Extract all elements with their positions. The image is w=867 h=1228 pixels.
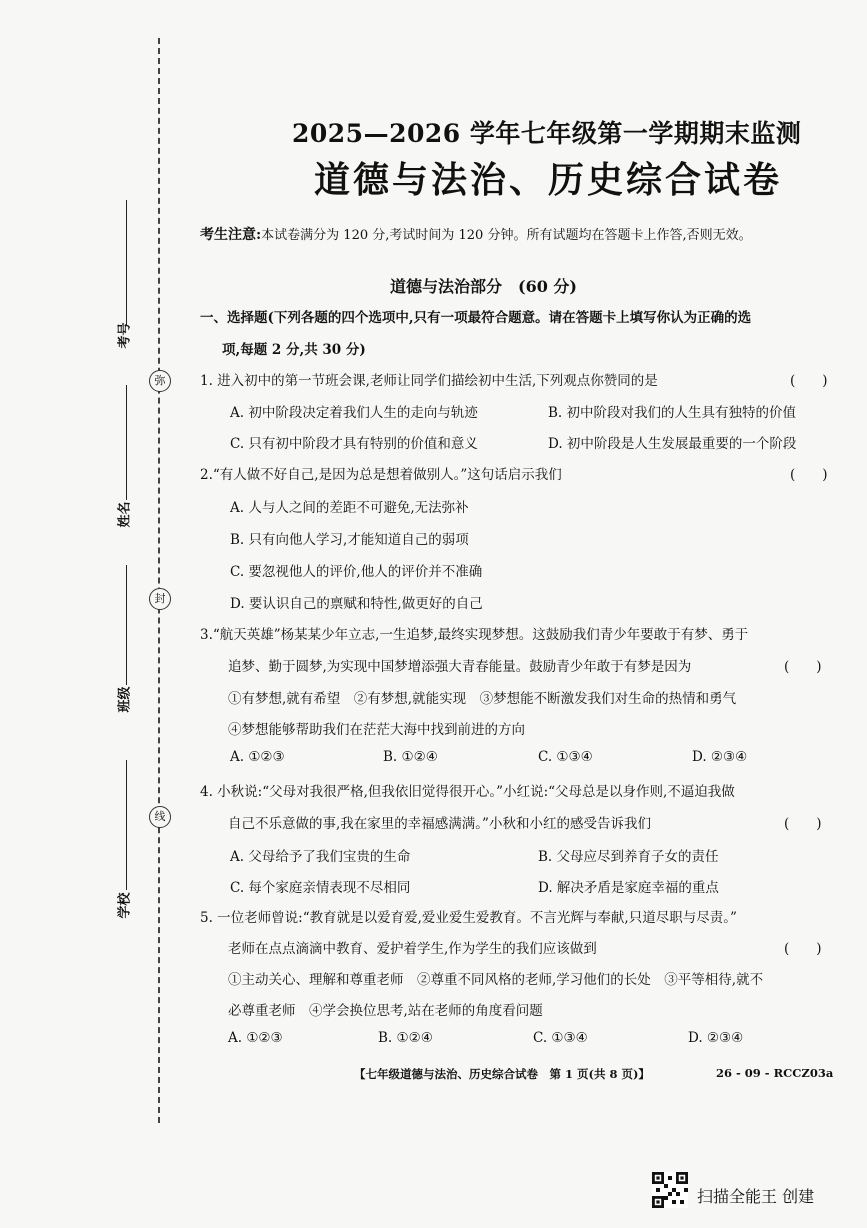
question-2-option-c: C. 要忽视他人的评价,他人的评价并不准确 xyxy=(230,564,483,580)
question-4-option-d: D. 解决矛盾是家庭幸福的重点 xyxy=(538,880,719,896)
question-5-option-c: C. ①③④ xyxy=(533,1030,588,1046)
question-4-option-c: C. 每个家庭亲情表现不尽相同 xyxy=(230,880,411,896)
part1-instruction-line2: 项,每题 2 分,共 30 分) xyxy=(222,342,366,358)
binding-dashed-line xyxy=(158,38,160,1123)
question-5-stem-line2: 老师在点点滴滴中教育、爱护着学生,作为学生的我们应该做到 xyxy=(228,941,597,957)
question-3-item-line2: ④梦想能够帮助我们在茫茫大海中找到前进的方向 xyxy=(228,722,525,738)
name-label: 姓名 xyxy=(117,501,133,528)
answer-paren: ( ) xyxy=(784,941,822,957)
question-1-option-d: D. 初中阶段是人生发展最重要的一个阶段 xyxy=(548,436,797,452)
question-1-stem: 1. 进入初中的第一节班会课,老师让同学们描绘初中生活,下列观点你赞同的是 xyxy=(200,373,658,389)
question-2-option-d: D. 要认识自己的禀赋和特性,做更好的自己 xyxy=(230,596,483,612)
question-3-option-b: B. ①②④ xyxy=(383,749,438,765)
seal-char-mi: 弥 xyxy=(149,370,171,392)
class-label: 班级 xyxy=(117,686,133,713)
question-4-option-a: A. 父母给予了我们宝贵的生命 xyxy=(230,849,411,865)
answer-paren: ( ) xyxy=(784,816,822,832)
answer-paren: ( ) xyxy=(784,659,822,675)
question-5-item-line2: 必尊重老师 ④学会换位思考,站在老师的角度看问题 xyxy=(228,1003,543,1019)
school-line xyxy=(126,760,127,890)
question-5-option-d: D. ②③④ xyxy=(688,1030,744,1046)
question-4-stem-line1: 4. 小秋说:“父母对我很严格,但我依旧觉得很开心。”小红说:“父母总是以身作则,不逼迫我做 xyxy=(200,784,735,800)
question-3-stem-line2: 追梦、勤于圆梦,为实现中国梦增添强大青春能量。鼓励青少年敢于有梦是因为 xyxy=(228,659,692,675)
question-2-stem: 2.“有人做不好自己,是因为总是想着做别人。”这句话启示我们 xyxy=(200,467,562,483)
question-3-item-line1: ①有梦想,就有希望 ②有梦想,就能实现 ③梦想能不断激发我们对生命的热情和勇气 xyxy=(228,691,737,707)
qr-code-icon xyxy=(652,1172,688,1208)
question-1-option-b: B. 初中阶段对我们的人生具有独特的价值 xyxy=(548,405,797,421)
question-3-option-c: C. ①③④ xyxy=(538,749,593,765)
question-4-stem-line2: 自己不乐意做的事,我在家里的幸福感满满。”小秋和小红的感受告诉我们 xyxy=(228,816,651,832)
class-line xyxy=(126,565,127,685)
question-1-option-a: A. 初中阶段决定着我们人生的走向与轨迹 xyxy=(230,405,478,421)
exam-title-line2: 道德与法治、历史综合试卷 xyxy=(314,159,783,201)
notice-text: 本试卷满分为 120 分,考试时间为 120 分钟。所有试题均在答题卡上作答,否则无效。 xyxy=(261,228,752,243)
question-5-item-line1: ①主动关心、理解和尊重老师 ②尊重不同风格的老师,学习他们的长处 ③平等相待,就不 xyxy=(228,972,764,988)
question-5-stem-line1: 5. 一位老师曾说:“教育就是以爱育爱,爱业爱生爱教育。不言光辉与奉献,只道尽职与尽责。” xyxy=(200,910,737,926)
seal-char-feng: 封 xyxy=(149,588,171,610)
exam-title-line1: 2025—2026 学年七年级第一学期期末监测 xyxy=(292,119,802,148)
answer-paren: ( ) xyxy=(790,467,828,483)
answer-paren: ( ) xyxy=(790,373,828,389)
scanner-watermark: 扫描全能王 创建 xyxy=(697,1187,815,1206)
seal-char-xian: 线 xyxy=(149,806,171,828)
question-2-option-b: B. 只有向他人学习,才能知道自己的弱项 xyxy=(230,532,469,548)
question-3-option-a: A. ①②③ xyxy=(230,749,285,765)
question-2-option-a: A. 人与人之间的差距不可避免,无法弥补 xyxy=(230,500,469,516)
question-5-option-b: B. ①②④ xyxy=(378,1030,433,1046)
name-line xyxy=(126,385,127,500)
exam-code: 26 - 09 - RCCZ03a xyxy=(716,1066,834,1080)
question-3-stem-line1: 3.“航天英雄”杨某某少年立志,一生追梦,最终实现梦想。这鼓励我们青少年要敢于有梦、勇于 xyxy=(200,627,749,643)
part1-instruction-line1: 一、选择题(下列各题的四个选项中,只有一项最符合题意。请在答题卡上填写你认为正确的选 xyxy=(200,310,752,326)
question-3-option-d: D. ②③④ xyxy=(692,749,748,765)
question-4-option-b: B. 父母应尽到养育子女的责任 xyxy=(538,849,719,865)
exam-number-line xyxy=(126,200,127,325)
notice-label: 考生注意: xyxy=(200,227,262,243)
candidate-notice xyxy=(200,224,752,244)
school-label: 学校 xyxy=(117,892,133,919)
exam-number-label: 考号 xyxy=(117,322,133,349)
section-title: 道德与法治部分 (60 分) xyxy=(390,277,577,296)
question-1-option-c: C. 只有初中阶段才具有特别的价值和意义 xyxy=(230,436,478,452)
page-footer: 【七年级道德与法治、历史综合试卷 第 1 页(共 8 页)】 xyxy=(354,1067,650,1081)
question-5-option-a: A. ①②③ xyxy=(228,1030,283,1046)
